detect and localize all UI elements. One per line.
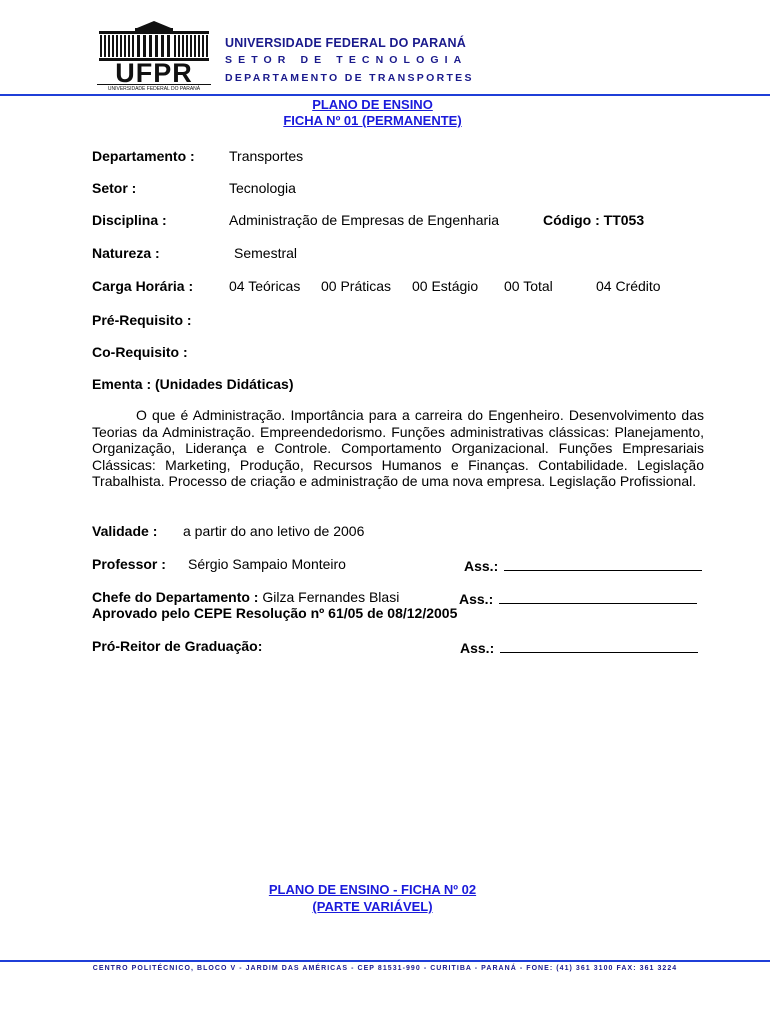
professor-label: Professor : <box>92 556 166 572</box>
chefe-value: Gilza Fernandes Blasi <box>262 589 400 605</box>
teoricas-value: 04 Teóricas <box>229 278 301 294</box>
codigo-label: Código : TT053 <box>543 212 645 228</box>
professor-signature <box>464 556 702 574</box>
pre-requisito-label: Pré-Requisito : <box>92 312 192 328</box>
ass-label: Ass.: <box>464 558 499 574</box>
chefe-signature <box>459 589 697 607</box>
co-requisito-label: Co-Requisito : <box>92 344 188 360</box>
pro-reitor-label: Pró-Reitor de Graduação: <box>92 638 263 654</box>
part2-title-line2: (PARTE VARIÁVEL) <box>312 899 433 914</box>
credito-value: 04 Crédito <box>596 278 661 294</box>
sector-name: SETOR DE TECNOLOGIA <box>225 54 468 66</box>
departamento-value: Transportes <box>229 148 304 164</box>
validade-label: Validade : <box>92 523 158 539</box>
ementa-text: O que é Administração. Importância para a carreira do Engenheiro. Desenvolvimento das Teorias da Administração. Empreendedorismo. Funções administrativas clássicas: Planejamento, Organização, Liderança e Controle. Comportamento Organizacional. Funções Empresariais Clássicas: Marketing, Produção, Recursos Humanos e Finanças. Contabilidade. Legislação Trabalhista. Processo de criação e administração de uma nova empresa. Legislação Profissional. <box>92 407 704 489</box>
total-value: 00 Total <box>504 278 553 294</box>
carga-horaria-label: Carga Horária : <box>92 278 194 294</box>
ementa-label: Ementa : (Unidades Didáticas) <box>92 376 294 392</box>
ufpr-logo <box>97 20 211 92</box>
estagio-value: 00 Estágio <box>412 278 479 294</box>
chefe-label: Chefe do Departamento : <box>92 589 259 605</box>
natureza-value: Semestral <box>234 245 298 261</box>
part2-title-line1: PLANO DE ENSINO - FICHA Nº 02 <box>268 882 477 897</box>
professor-value: Sérgio Sampaio Monteiro <box>188 556 346 572</box>
aprovado-cepe: Aprovado pelo CEPE Resolução nº 61/05 de 08/12/2005 <box>92 605 458 621</box>
institution-header <box>225 36 474 86</box>
natureza-label: Natureza : <box>92 245 160 261</box>
pro-reitor-signature <box>460 638 698 656</box>
header-divider <box>0 94 770 96</box>
disciplina-value: Administração de Empresas de Engenharia <box>229 212 500 228</box>
chefe-row <box>92 589 399 605</box>
department-name: DEPARTAMENTO DE TRANSPORTES <box>225 72 474 84</box>
validade-value: a partir do ano letivo de 2006 <box>183 523 365 539</box>
professor-signature-line <box>504 556 702 571</box>
departamento-label: Departamento : <box>92 148 195 164</box>
university-name: UNIVERSIDADE FEDERAL DO PARANÁ <box>225 36 466 50</box>
footer-address: CENTRO POLITÉCNICO, BLOCO V - JARDIM DAS AMÉRICAS - CEP 81531-990 - CURITIBA - PARANÁ - FONE: (41) 361 3100 FAX: 361 3224 <box>92 965 678 972</box>
footer-divider <box>0 960 770 962</box>
setor-value: Tecnologia <box>229 180 296 196</box>
pro-reitor-signature-line <box>500 638 698 653</box>
title-line2: FICHA Nº 01 (PERMANENTE) <box>283 113 462 128</box>
disciplina-label: Disciplina : <box>92 212 167 228</box>
logo-text: UFPR <box>115 58 193 88</box>
logo-caption: UNIVERSIDADE FEDERAL DO PARANÁ <box>97 84 211 92</box>
ass-label: Ass.: <box>459 591 494 607</box>
ass-label: Ass.: <box>460 640 495 656</box>
chefe-signature-line <box>499 589 697 604</box>
praticas-value: 00 Práticas <box>321 278 392 294</box>
title-line1: PLANO DE ENSINO <box>312 97 433 112</box>
setor-label: Setor : <box>92 180 137 196</box>
